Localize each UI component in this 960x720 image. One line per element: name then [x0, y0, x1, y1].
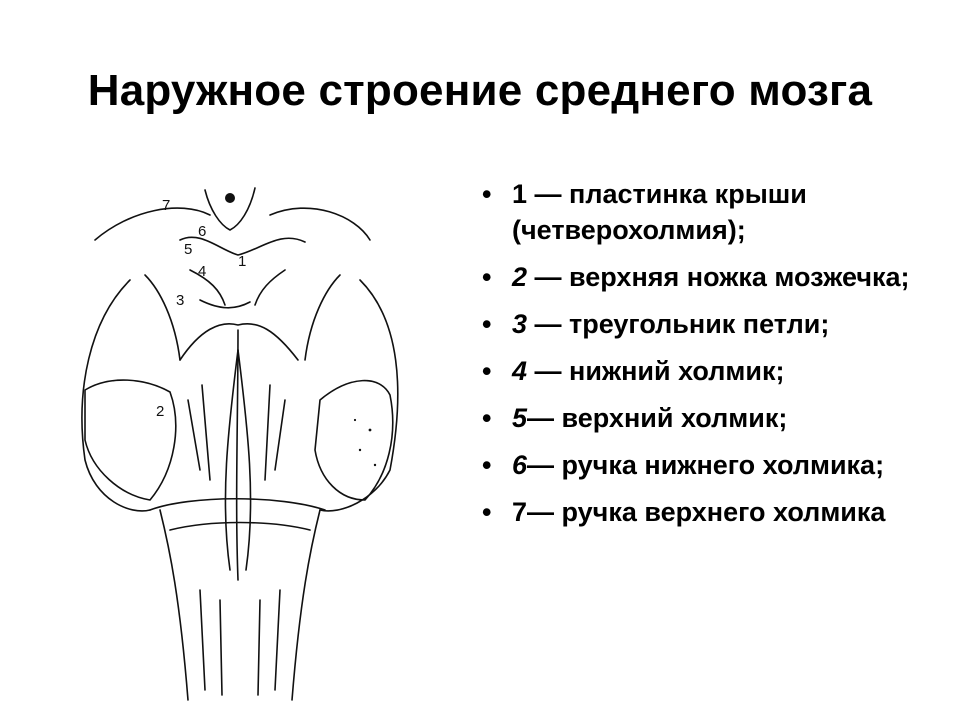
legend-text: — верхний холмик; — [527, 403, 788, 433]
legend-item — [480, 353, 940, 389]
legend-item — [480, 494, 940, 530]
legend-text: — ручка верхнего холмика — [527, 497, 886, 527]
legend-text: — ручка нижнего холмика; — [527, 450, 885, 480]
figure-label-1: 1 — [238, 253, 247, 270]
bullet: • — [482, 262, 492, 292]
legend-text: — нижний холмик; — [527, 356, 785, 386]
midbrain-drawing — [70, 170, 410, 720]
legend-number: 4 — [512, 356, 528, 386]
figure-label-2: 2 — [156, 403, 165, 420]
bullet: • — [482, 356, 492, 386]
legend-item — [480, 259, 940, 295]
figure-label-5: 5 — [184, 241, 193, 258]
bullet: • — [482, 403, 492, 433]
legend-number: 3 — [512, 309, 528, 339]
bullet: • — [482, 179, 492, 209]
legend-number: 7 — [512, 497, 528, 527]
slide-title: Наружное строение среднего мозга — [87, 66, 873, 115]
legend-item — [480, 400, 940, 436]
legend-text: — треугольник петли; — [527, 309, 830, 339]
legend-number: 1 — [512, 179, 528, 209]
legend-list — [480, 176, 940, 541]
bullet: • — [482, 497, 492, 527]
midbrain-illustration — [70, 170, 410, 720]
figure-label-3: 3 — [176, 292, 185, 309]
legend-number: 5 — [512, 403, 528, 433]
legend-item — [480, 176, 940, 248]
legend-item — [480, 447, 940, 483]
bullet: • — [482, 450, 492, 480]
bullet: • — [482, 309, 492, 339]
figure-label-7: 7 — [162, 197, 171, 214]
legend-number: 2 — [512, 262, 528, 292]
figure-label-6: 6 — [198, 223, 207, 240]
legend-item — [480, 306, 940, 342]
figure-label-4: 4 — [198, 263, 207, 280]
legend-text: — пластинка крыши (четверохолмия); — [512, 179, 807, 245]
legend-number: 6 — [512, 450, 528, 480]
legend-text: — верхняя ножка мозжечка; — [527, 262, 910, 292]
